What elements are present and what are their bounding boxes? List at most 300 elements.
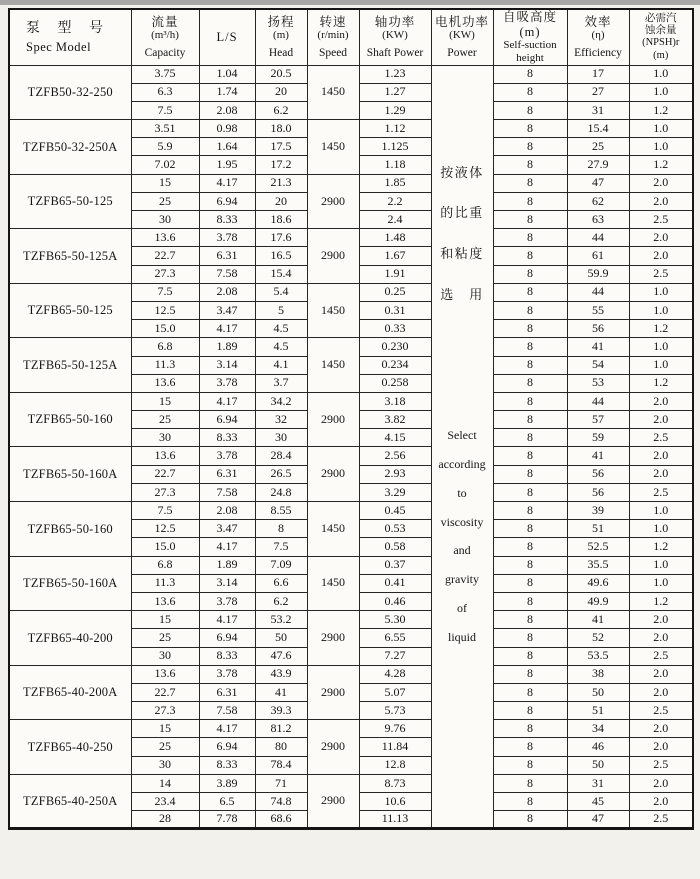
cell-efficiency: 56: [567, 320, 629, 338]
cell-speed: 2900: [307, 665, 359, 720]
cell-ls: 3.47: [199, 520, 255, 538]
cell-model: TZFB65-50-125: [9, 174, 131, 229]
table-row: [9, 229, 693, 247]
cell-capacity: 11.3: [131, 356, 199, 374]
cell-head: 17.2: [255, 156, 307, 174]
cell-ls: 6.94: [199, 629, 255, 647]
cell-speed: 2900: [307, 392, 359, 447]
cell-speed: 1450: [307, 502, 359, 557]
header-model-zh: 泵 型 号: [26, 20, 110, 36]
cell-head: 6.2: [255, 101, 307, 119]
cell-capacity: 27.3: [131, 702, 199, 720]
power-note-line-en: of: [457, 601, 467, 616]
cell-speed: 1450: [307, 120, 359, 175]
header-shaft-unit: (KW): [382, 29, 408, 41]
cell-ls: 4.17: [199, 320, 255, 338]
cell-ls: 8.33: [199, 211, 255, 229]
header-npsh-en2: (m): [653, 49, 669, 61]
header-power-unit: (KW): [449, 29, 475, 41]
table-row: [9, 611, 693, 629]
cell-head: 17.6: [255, 229, 307, 247]
cell-speed: 2900: [307, 720, 359, 775]
cell-ls: 3.89: [199, 774, 255, 792]
cell-ls: 3.78: [199, 592, 255, 610]
header-suction-en1: Self-suction: [503, 38, 557, 51]
cell-capacity: 13.6: [131, 592, 199, 610]
cell-ls: 3.78: [199, 447, 255, 465]
cell-capacity: 25: [131, 411, 199, 429]
cell-self-suction: 8: [493, 556, 567, 574]
cell-self-suction: 8: [493, 811, 567, 829]
cell-head: 6.2: [255, 592, 307, 610]
cell-model: TZFB65-50-160: [9, 392, 131, 447]
cell-shaft-power: 2.93: [359, 465, 431, 483]
cell-head: 43.9: [255, 665, 307, 683]
header-head-unit: (m): [273, 29, 289, 41]
col-header-spec-model: [9, 9, 131, 65]
cell-self-suction: 8: [493, 156, 567, 174]
cell-shaft-power: 0.258: [359, 374, 431, 392]
cell-shaft-power: 1.91: [359, 265, 431, 283]
col-header-self-suction: [493, 9, 567, 65]
cell-head: 34.2: [255, 392, 307, 410]
cell-npsh: 1.0: [629, 138, 693, 156]
cell-head: 17.5: [255, 138, 307, 156]
cell-npsh: 1.2: [629, 592, 693, 610]
cell-shaft-power: 12.8: [359, 756, 431, 774]
cell-model: TZFB65-40-200A: [9, 665, 131, 720]
cell-npsh: 2.5: [629, 702, 693, 720]
cell-capacity: 13.6: [131, 447, 199, 465]
table-row: [9, 338, 693, 356]
header-npsh-zh2: 蚀余量: [645, 24, 677, 36]
header-head-zh: 扬程: [267, 14, 295, 29]
cell-self-suction: 8: [493, 83, 567, 101]
header-power-en: Power: [447, 46, 477, 59]
cell-capacity: 13.6: [131, 229, 199, 247]
cell-shaft-power: 3.82: [359, 411, 431, 429]
cell-self-suction: 8: [493, 683, 567, 701]
cell-model: TZFB65-50-160A: [9, 556, 131, 611]
cell-npsh: 2.5: [629, 811, 693, 829]
cell-capacity: 7.5: [131, 283, 199, 301]
cell-ls: 6.5: [199, 793, 255, 811]
cell-self-suction: 8: [493, 120, 567, 138]
cell-shaft-power: 0.45: [359, 502, 431, 520]
cell-npsh: 2.5: [629, 429, 693, 447]
col-header-motor-power: [431, 9, 493, 65]
cell-head: 41: [255, 683, 307, 701]
cell-ls: 8.33: [199, 756, 255, 774]
cell-head: 7.09: [255, 556, 307, 574]
power-note-line-zh: 的比重: [440, 205, 484, 221]
cell-capacity: 12.5: [131, 520, 199, 538]
cell-shaft-power: 0.46: [359, 592, 431, 610]
cell-model: TZFB65-50-125: [9, 283, 131, 338]
cell-shaft-power: 0.234: [359, 356, 431, 374]
cell-capacity: 25: [131, 192, 199, 210]
cell-shaft-power: 1.67: [359, 247, 431, 265]
cell-ls: 2.08: [199, 283, 255, 301]
cell-efficiency: 44: [567, 392, 629, 410]
cell-ls: 4.17: [199, 538, 255, 556]
cell-capacity: 30: [131, 211, 199, 229]
header-speed-en: Speed: [318, 46, 348, 59]
cell-npsh: 2.0: [629, 192, 693, 210]
cell-shaft-power: 0.41: [359, 574, 431, 592]
cell-efficiency: 17: [567, 65, 629, 83]
cell-self-suction: 8: [493, 65, 567, 83]
cell-efficiency: 41: [567, 447, 629, 465]
cell-ls: 3.78: [199, 229, 255, 247]
cell-npsh: 1.2: [629, 156, 693, 174]
cell-capacity: 3.51: [131, 120, 199, 138]
cell-head: 68.6: [255, 811, 307, 829]
cell-npsh: 2.0: [629, 774, 693, 792]
cell-ls: 6.94: [199, 738, 255, 756]
cell-efficiency: 44: [567, 283, 629, 301]
cell-self-suction: 8: [493, 211, 567, 229]
cell-npsh: 1.0: [629, 356, 693, 374]
cell-npsh: 2.0: [629, 611, 693, 629]
cell-efficiency: 59: [567, 429, 629, 447]
cell-ls: 3.14: [199, 574, 255, 592]
cell-shaft-power: 2.56: [359, 447, 431, 465]
cell-self-suction: 8: [493, 793, 567, 811]
cell-efficiency: 53.5: [567, 647, 629, 665]
power-note-line-en: viscosity: [440, 514, 484, 529]
cell-efficiency: 25: [567, 138, 629, 156]
power-note-line-en: according: [438, 457, 486, 472]
cell-head: 7.5: [255, 538, 307, 556]
cell-npsh: 2.0: [629, 229, 693, 247]
power-note-line-zh: 和粘度: [440, 246, 484, 262]
cell-ls: 6.31: [199, 247, 255, 265]
cell-shaft-power: 3.29: [359, 483, 431, 501]
cell-head: 5.4: [255, 283, 307, 301]
cell-efficiency: 49.6: [567, 574, 629, 592]
cell-shaft-power: 5.07: [359, 683, 431, 701]
header-row: [9, 9, 693, 65]
header-suction-en2: height: [516, 51, 544, 64]
cell-efficiency: 39: [567, 502, 629, 520]
cell-head: 15.4: [255, 265, 307, 283]
cell-efficiency: 41: [567, 611, 629, 629]
cell-model: TZFB50-32-250: [9, 65, 131, 120]
header-capacity-zh: 流量: [151, 14, 179, 29]
cell-ls: 3.47: [199, 301, 255, 319]
col-header-capacity: [131, 9, 199, 65]
table-row: [9, 720, 693, 738]
cell-shaft-power: 1.29: [359, 101, 431, 119]
cell-efficiency: 45: [567, 793, 629, 811]
cell-npsh: 1.0: [629, 83, 693, 101]
cell-self-suction: 8: [493, 192, 567, 210]
cell-head: 24.8: [255, 483, 307, 501]
header-speed-unit: (r/min): [317, 29, 349, 41]
cell-efficiency: 27: [567, 83, 629, 101]
cell-head: 47.6: [255, 647, 307, 665]
cell-self-suction: 8: [493, 720, 567, 738]
cell-efficiency: 46: [567, 738, 629, 756]
cell-shaft-power: 11.13: [359, 811, 431, 829]
cell-capacity: 15: [131, 392, 199, 410]
cell-npsh: 2.0: [629, 793, 693, 811]
cell-npsh: 1.0: [629, 283, 693, 301]
cell-ls: 4.17: [199, 611, 255, 629]
cell-npsh: 2.0: [629, 665, 693, 683]
cell-speed: 2900: [307, 611, 359, 666]
cell-head: 26.5: [255, 465, 307, 483]
cell-npsh: 2.0: [629, 447, 693, 465]
cell-capacity: 11.3: [131, 574, 199, 592]
cell-efficiency: 27.9: [567, 156, 629, 174]
cell-ls: 6.94: [199, 192, 255, 210]
cell-head: 30: [255, 429, 307, 447]
cell-capacity: 6.8: [131, 556, 199, 574]
cell-head: 20: [255, 83, 307, 101]
cell-self-suction: 8: [493, 138, 567, 156]
cell-capacity: 15: [131, 174, 199, 192]
cell-self-suction: 8: [493, 283, 567, 301]
cell-head: 3.7: [255, 374, 307, 392]
cell-self-suction: 8: [493, 665, 567, 683]
cell-shaft-power: 2.4: [359, 211, 431, 229]
cell-ls: 1.95: [199, 156, 255, 174]
cell-self-suction: 8: [493, 774, 567, 792]
table-row: [9, 556, 693, 574]
cell-self-suction: 8: [493, 465, 567, 483]
cell-efficiency: 35.5: [567, 556, 629, 574]
cell-self-suction: 8: [493, 392, 567, 410]
cell-ls: 1.74: [199, 83, 255, 101]
cell-capacity: 12.5: [131, 301, 199, 319]
cell-self-suction: 8: [493, 265, 567, 283]
table-row: [9, 392, 693, 410]
cell-ls: 8.33: [199, 429, 255, 447]
header-model-en: Spec Model: [26, 39, 92, 54]
cell-efficiency: 62: [567, 192, 629, 210]
cell-efficiency: 61: [567, 247, 629, 265]
cell-speed: 2900: [307, 774, 359, 829]
col-header-npsh: [629, 9, 693, 65]
cell-model: TZFB65-50-160A: [9, 447, 131, 502]
cell-efficiency: 56: [567, 483, 629, 501]
cell-model: TZFB65-40-250: [9, 720, 131, 775]
cell-shaft-power: 0.33: [359, 320, 431, 338]
cell-efficiency: 52: [567, 629, 629, 647]
cell-self-suction: 8: [493, 229, 567, 247]
cell-self-suction: 8: [493, 320, 567, 338]
cell-efficiency: 59.9: [567, 265, 629, 283]
cell-npsh: 1.2: [629, 101, 693, 119]
cell-self-suction: 8: [493, 338, 567, 356]
cell-self-suction: 8: [493, 592, 567, 610]
table-row: [9, 174, 693, 192]
cell-npsh: 1.0: [629, 574, 693, 592]
cell-shaft-power: 3.18: [359, 392, 431, 410]
cell-npsh: 2.0: [629, 738, 693, 756]
cell-model: TZFB65-50-160: [9, 502, 131, 557]
header-shaft-zh: 轴功率: [374, 14, 416, 29]
cell-head: 8.55: [255, 502, 307, 520]
col-header-head: [255, 9, 307, 65]
cell-capacity: 23.4: [131, 793, 199, 811]
cell-self-suction: 8: [493, 247, 567, 265]
cell-npsh: 1.2: [629, 374, 693, 392]
cell-model: TZFB50-32-250A: [9, 120, 131, 175]
cell-self-suction: 8: [493, 502, 567, 520]
cell-ls: 6.94: [199, 411, 255, 429]
cell-self-suction: 8: [493, 374, 567, 392]
cell-npsh: 2.0: [629, 465, 693, 483]
cell-efficiency: 34: [567, 720, 629, 738]
cell-ls: 0.98: [199, 120, 255, 138]
cell-ls: 4.17: [199, 174, 255, 192]
cell-shaft-power: 0.53: [359, 520, 431, 538]
header-power-zh: 电机功率: [434, 14, 489, 29]
cell-capacity: 27.3: [131, 483, 199, 501]
table-row: [9, 447, 693, 465]
cell-capacity: 7.5: [131, 101, 199, 119]
cell-self-suction: 8: [493, 429, 567, 447]
cell-ls: 7.58: [199, 265, 255, 283]
header-capacity-unit: (m³/h): [151, 29, 179, 41]
cell-shaft-power: 5.73: [359, 702, 431, 720]
pump-spec-table: [8, 8, 694, 830]
cell-shaft-power: 1.48: [359, 229, 431, 247]
cell-self-suction: 8: [493, 520, 567, 538]
cell-efficiency: 51: [567, 702, 629, 720]
cell-capacity: 3.75: [131, 65, 199, 83]
table-row: [9, 283, 693, 301]
cell-npsh: 2.5: [629, 211, 693, 229]
cell-shaft-power: 2.2: [359, 192, 431, 210]
table-row: [9, 65, 693, 83]
cell-capacity: 13.6: [131, 374, 199, 392]
cell-model: TZFB65-50-125A: [9, 229, 131, 284]
cell-shaft-power: 6.55: [359, 629, 431, 647]
header-ls-label: L/S: [216, 30, 238, 45]
header-eff-en: Efficiency: [574, 46, 622, 59]
cell-shaft-power: 0.25: [359, 283, 431, 301]
cell-ls: 7.78: [199, 811, 255, 829]
cell-shaft-power: 8.73: [359, 774, 431, 792]
cell-capacity: 22.7: [131, 465, 199, 483]
cell-capacity: 7.02: [131, 156, 199, 174]
cell-ls: 3.78: [199, 374, 255, 392]
cell-efficiency: 31: [567, 774, 629, 792]
cell-ls: 4.17: [199, 720, 255, 738]
col-header-ls: [199, 9, 255, 65]
cell-shaft-power: 1.18: [359, 156, 431, 174]
cell-npsh: 2.0: [629, 392, 693, 410]
scan-edge-band: [0, 0, 700, 5]
cell-speed: 2900: [307, 447, 359, 502]
cell-capacity: 30: [131, 647, 199, 665]
power-note-line-en: gravity: [445, 572, 479, 587]
cell-head: 20.5: [255, 65, 307, 83]
cell-ls: 7.58: [199, 702, 255, 720]
cell-self-suction: 8: [493, 738, 567, 756]
cell-efficiency: 50: [567, 683, 629, 701]
col-header-speed: [307, 9, 359, 65]
cell-efficiency: 44: [567, 229, 629, 247]
cell-capacity: 13.6: [131, 665, 199, 683]
cell-speed: 1450: [307, 283, 359, 338]
cell-capacity: 25: [131, 738, 199, 756]
cell-efficiency: 55: [567, 301, 629, 319]
cell-head: 28.4: [255, 447, 307, 465]
header-speed-zh: 转速: [319, 14, 347, 29]
power-note-line-en: Select: [447, 428, 477, 443]
cell-self-suction: 8: [493, 356, 567, 374]
cell-efficiency: 49.9: [567, 592, 629, 610]
cell-head: 4.5: [255, 320, 307, 338]
cell-speed: 1450: [307, 65, 359, 120]
cell-npsh: 2.0: [629, 174, 693, 192]
cell-efficiency: 50: [567, 756, 629, 774]
cell-head: 21.3: [255, 174, 307, 192]
cell-efficiency: 51: [567, 520, 629, 538]
table-row: [9, 665, 693, 683]
cell-shaft-power: 5.30: [359, 611, 431, 629]
cell-self-suction: 8: [493, 101, 567, 119]
cell-efficiency: 47: [567, 811, 629, 829]
cell-capacity: 22.7: [131, 247, 199, 265]
power-note-line-en: and: [453, 543, 471, 558]
cell-ls: 1.89: [199, 556, 255, 574]
cell-ls: 6.31: [199, 465, 255, 483]
motor-power-selection-note: [431, 65, 493, 829]
cell-self-suction: 8: [493, 174, 567, 192]
cell-self-suction: 8: [493, 647, 567, 665]
cell-npsh: 2.0: [629, 629, 693, 647]
cell-self-suction: 8: [493, 574, 567, 592]
table-row: [9, 120, 693, 138]
cell-capacity: 15.0: [131, 538, 199, 556]
cell-capacity: 5.9: [131, 138, 199, 156]
power-note-line-zh: 选 用: [440, 287, 484, 303]
cell-speed: 2900: [307, 229, 359, 284]
cell-capacity: 15.0: [131, 320, 199, 338]
cell-head: 5: [255, 301, 307, 319]
cell-ls: 1.89: [199, 338, 255, 356]
cell-speed: 1450: [307, 556, 359, 611]
cell-shaft-power: 4.15: [359, 429, 431, 447]
cell-head: 53.2: [255, 611, 307, 629]
cell-shaft-power: 1.85: [359, 174, 431, 192]
table-row: [9, 502, 693, 520]
cell-ls: 1.04: [199, 65, 255, 83]
cell-shaft-power: 7.27: [359, 647, 431, 665]
cell-head: 80: [255, 738, 307, 756]
cell-shaft-power: 11.84: [359, 738, 431, 756]
cell-head: 20: [255, 192, 307, 210]
cell-self-suction: 8: [493, 538, 567, 556]
cell-efficiency: 54: [567, 356, 629, 374]
header-suction-zh: 自吸高度(m): [502, 10, 557, 39]
cell-self-suction: 8: [493, 629, 567, 647]
cell-capacity: 6.8: [131, 338, 199, 356]
cell-shaft-power: 1.12: [359, 120, 431, 138]
cell-model: TZFB65-40-250A: [9, 774, 131, 829]
cell-npsh: 1.0: [629, 65, 693, 83]
header-eff-unit: (η): [591, 29, 605, 41]
header-head-en: Head: [268, 46, 294, 59]
table-row: [9, 774, 693, 792]
cell-npsh: 1.2: [629, 538, 693, 556]
